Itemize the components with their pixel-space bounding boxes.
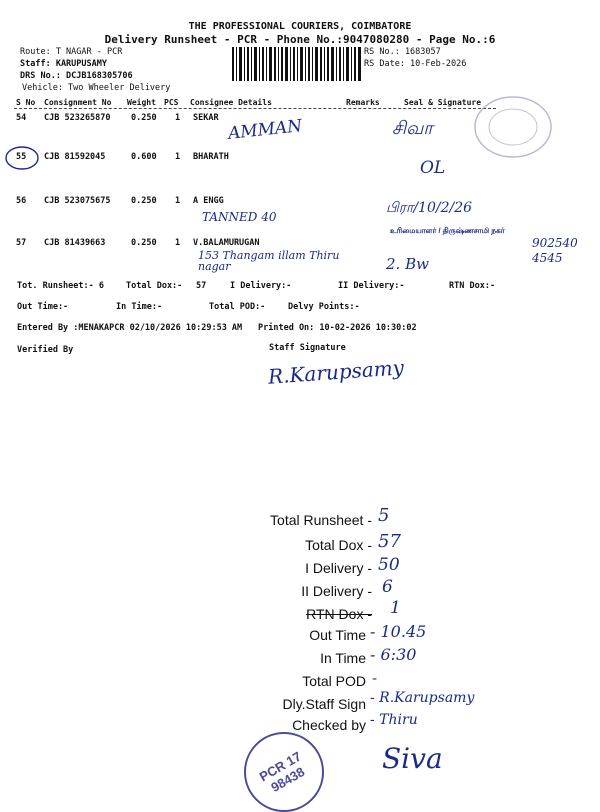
total-dox-value: 57 [196,281,207,291]
summary-total-dox-label: Total Dox - [305,537,372,553]
row-57-consignee: V.BALAMURUGAN [193,238,260,248]
summary-total-runsheet-value: 5 [378,505,390,526]
barcode [232,47,362,81]
summary-in-time-value: - 6:30 [370,645,417,664]
col-consignee: Consignee Details [190,98,272,107]
row-55-pcs: 1 [175,152,181,162]
rs-number: RS No.: 1683057 [364,47,441,57]
row-55-signature: OL [420,158,446,178]
printed-on: Printed On: 10-02-2026 10:30:02 [258,323,417,333]
row-57-consignment: CJB 81439663 [44,238,106,248]
row-56-consignment: CJB 523075675 [44,196,111,206]
round-stamp-text: PCR 17 98438 [256,748,308,796]
row-57-signature: 2. Bw [386,255,429,273]
staff-signature: R.Karupsamy [267,355,405,389]
row-54-seal [472,94,554,160]
out-time-label: Out Time:- [17,302,69,312]
staff-label: Staff: KARUPUSAMY [20,59,107,69]
total-dox-label: Total Dox:- [126,281,183,291]
summary-total-pod-label: Total POD [302,673,366,689]
company-name: THE PROFESSIONAL COURIERS, COIMBATORE [188,21,412,32]
row-57-pcs: 1 [175,238,181,248]
row-57-handwritten-note: 153 Thangam illam Thiru nagar [198,249,340,273]
summary-checked-by-value: - Thiru [370,712,418,728]
row-57-sno: 57 [16,238,27,248]
row-54-handwritten-note: AMMAN [227,116,304,144]
row-56-sno: 56 [16,196,27,206]
row-55-consignment: CJB 81592045 [44,152,106,162]
row-54-consignee: SEKAR [193,113,219,123]
total-pod-label: Total POD:- [209,302,266,312]
summary-ii-delivery-value: 6 [382,577,393,597]
summary-out-time-value: - 10.45 [370,622,427,641]
bottom-signature: Siva [382,742,443,775]
row-56-pcs: 1 [175,196,181,206]
summary-rtn-dox-value: 1 [390,598,401,618]
col-sno: S No [16,98,36,107]
row-54-sno: 54 [16,113,27,123]
row-57-weight: 0.250 [131,238,157,248]
round-stamp [244,732,324,812]
i-delivery-label: I Delivery:- [230,281,292,291]
vehicle-label: Vehicle: Two Wheeler Delivery [22,83,171,93]
row-55-sno: 55 [16,152,27,162]
staff-signature-label: Staff Signature [269,343,346,353]
summary-checked-by-label: Checked by [292,717,366,733]
runsheet-subtitle: Delivery Runsheet - PCR - Phone No.:9047080280 - Page No.:6 [104,33,496,46]
rtn-dox-label: RTN Dox:- [449,281,496,291]
summary-staff-sign-label: Dly.Staff Sign [282,696,366,712]
drs-label: DRS No.: DCJB168305706 [20,71,133,81]
col-pcs: PCS [164,98,179,107]
summary-total-dox-value: 57 [378,531,401,552]
summary-ii-delivery-label: II Delivery - [301,583,372,599]
rs-date: RS Date: 10-Feb-2026 [364,59,467,69]
row-54-pcs: 1 [175,113,181,123]
summary-staff-sign-value: - R.Karupsamy [370,690,475,706]
verified-by-label: Verified By [17,345,74,355]
route-label: Route: T NAGAR - PCR [20,47,123,57]
row-54-weight: 0.250 [131,113,157,123]
in-time-label: In Time:- [116,302,163,312]
delvy-points-label: Delvy Points:- [288,302,360,312]
row-56-weight: 0.250 [131,196,157,206]
row-56-consignee: A ENGG [193,196,224,206]
header-divider [14,108,496,109]
entered-by: Entered By :MENAKAPCR 02/10/2026 10:29:53 AM [17,323,243,333]
summary-i-delivery-label: I Delivery - [305,560,372,576]
summary-i-delivery-value: 50 [378,555,400,575]
col-remarks: Remarks [346,98,380,107]
col-consignment: Consignment No [44,98,112,107]
row-54-signature: சிவா [392,118,433,139]
row-57-phone-note: 902540 4545 [532,236,578,265]
ii-delivery-label: II Delivery:- [338,281,405,291]
summary-out-time-label: Out Time [309,627,366,643]
total-runsheet: Tot. Runsheet:- 6 [17,281,104,291]
summary-in-time-label: In Time [320,650,366,666]
col-seal-signature: Seal & Signature [404,98,482,107]
row-56-signature: பிரா/10/2/26 [386,200,473,216]
row-55-consignee: BHARATH [193,152,229,162]
summary-total-runsheet-label: Total Runsheet - [270,512,372,528]
row-56-stamp-text: உரிமையாளர் / திருஷ்ணசாமி நகர் [390,226,505,235]
row-54-consignment: CJB 523265870 [44,113,111,123]
col-weight: Weight [127,98,156,107]
summary-total-pod-value: - [372,669,378,687]
row-56-handwritten-note: TANNED 40 [202,210,277,224]
summary-rtn-dox-label: RTN Dox - [306,606,372,622]
row-55-weight: 0.600 [131,152,157,162]
